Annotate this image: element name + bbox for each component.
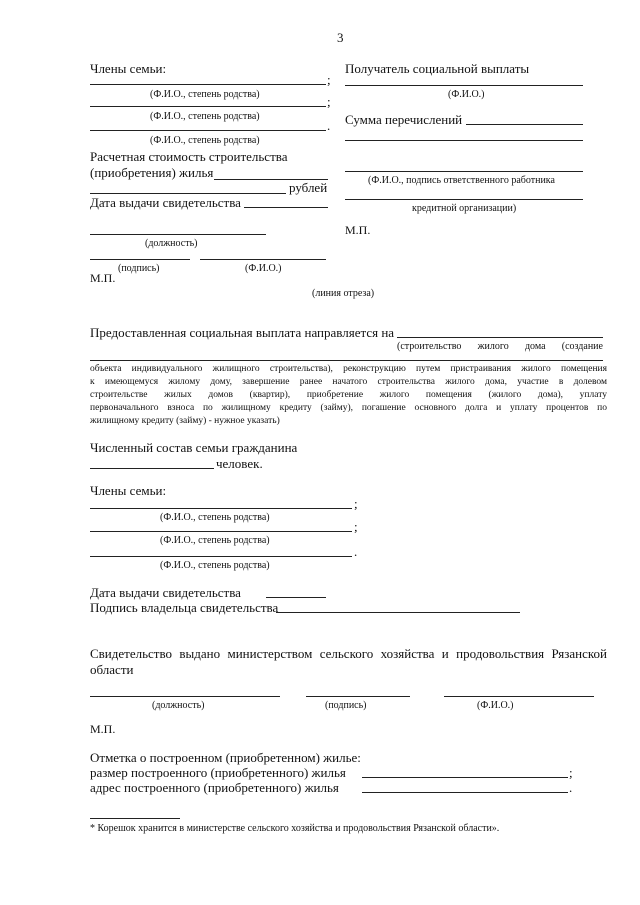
direction-note-line-4: первоначального взноса по жилищному кредиту (займу), погашение основного долга и уплату процентов по	[90, 403, 607, 413]
cost-label-line2: (приобретения) жилья	[90, 165, 214, 180]
direction-note-line-1: объекта индивидуального жилищного строительства), реконструкцию путем пристраивания жилого помещения	[90, 364, 607, 374]
bottom-member-line-1-end: ;	[354, 496, 358, 511]
transfer-sum-line-2[interactable]	[345, 140, 583, 141]
rubles-label: рублей	[289, 180, 328, 195]
member-caption-2: (Ф.И.О., степень родства)	[150, 111, 260, 122]
family-members-label: Члены семьи:	[90, 61, 167, 76]
issued-by-line2: области	[90, 662, 134, 677]
owner-signature-label: Подпись владельца свидетельства	[90, 600, 279, 615]
issued-by-word-1: Свидетельство	[90, 646, 173, 661]
officer-caption-2: кредитной организации)	[412, 203, 517, 214]
family-members-label-bottom: Члены семьи:	[90, 483, 167, 498]
member-line-2-end: ;	[327, 94, 331, 109]
issued-by-word-4: сельского	[319, 646, 374, 661]
member-line-3[interactable]	[90, 130, 326, 131]
position-caption-top: (должность)	[145, 238, 198, 249]
housing-address-end: .	[569, 780, 573, 795]
owner-signature-line[interactable]	[276, 612, 520, 613]
transfer-sum-label: Сумма перечислений	[345, 112, 463, 127]
housing-address-label: адрес построенного (приобретенного) жилья	[90, 780, 339, 795]
fio-caption-top-left: (Ф.И.О.)	[245, 263, 282, 274]
direction-note	[90, 363, 607, 428]
member-caption-1: (Ф.И.О., степень родства)	[150, 89, 260, 100]
member-line-1[interactable]	[90, 84, 326, 85]
housing-size-line[interactable]	[362, 777, 568, 778]
recipient-fio-caption: (Ф.И.О.)	[448, 89, 485, 100]
housing-address-line[interactable]	[362, 792, 568, 793]
issuer-signature-line[interactable]	[306, 696, 410, 697]
cost-label-line1: Расчетная стоимость строительства	[90, 149, 288, 164]
direction-line-2[interactable]	[90, 360, 603, 361]
issuer-position-caption: (должность)	[152, 700, 205, 711]
direction-label: Предоставленная социальная выплата направляется на	[90, 325, 395, 340]
direction-caption-word-3: дома	[524, 341, 546, 352]
cost-value-line-2[interactable]	[90, 193, 286, 194]
direction-line-1[interactable]	[397, 337, 603, 338]
direction-caption-word-2: жилого	[477, 341, 509, 352]
issued-by-word-8: Рязанской	[551, 646, 607, 661]
bottom-member-line-3[interactable]	[90, 556, 352, 557]
issuer-fio-line[interactable]	[444, 696, 594, 697]
signature-line-top[interactable]	[90, 259, 190, 260]
issued-by-word-3: министерством	[227, 646, 313, 661]
issuer-signature-caption: (подпись)	[325, 700, 367, 711]
issue-date-line-top[interactable]	[244, 207, 328, 208]
direction-note-line-2: к имеющемуся жилому дому, завершение ранее начатого строительства жилого дома, участие в долевом	[90, 377, 607, 387]
issued-by-word-5: хозяйства	[380, 646, 435, 661]
member-caption-3: (Ф.И.О., степень родства)	[150, 135, 260, 146]
issued-by-line1	[90, 646, 607, 662]
family-composition-label: Численный состав семьи гражданина	[90, 440, 298, 455]
housing-size-end: ;	[569, 765, 573, 780]
direction-note-line-5: жилищному кредиту (займу) - нужное указать)	[90, 416, 280, 426]
stamp-issuer: М.П.	[90, 722, 116, 736]
direction-caption-word-1: (строительство	[397, 341, 462, 352]
recipient-line[interactable]	[345, 85, 583, 86]
direction-caption-word-4: (создание	[561, 341, 603, 352]
family-count-line[interactable]	[90, 468, 214, 469]
persons-label: человек.	[216, 456, 263, 471]
officer-line[interactable]	[345, 171, 583, 172]
issuer-position-line[interactable]	[90, 696, 280, 697]
bottom-member-line-1[interactable]	[90, 508, 352, 509]
bottom-member-caption-3: (Ф.И.О., степень родства)	[160, 560, 270, 571]
footnote-separator	[90, 818, 180, 819]
issue-date-label-top: Дата выдачи свидетельства	[90, 195, 241, 210]
issued-by-word-6: и	[441, 646, 449, 661]
fio-line-top[interactable]	[200, 259, 326, 260]
bottom-member-line-3-end: .	[354, 544, 358, 559]
issued-by-word-2: выдано	[179, 646, 221, 661]
direction-note-line-3: строительстве жилых домов (квартир), приобретение жилого помещения (жилого дома), уплату	[90, 390, 607, 400]
page-number: 3	[337, 30, 344, 45]
officer-caption: (Ф.И.О., подпись ответственного работника	[368, 175, 555, 186]
signature-caption-top: (подпись)	[118, 263, 160, 274]
bottom-member-caption-2: (Ф.И.О., степень родства)	[160, 535, 270, 546]
bottom-member-line-2[interactable]	[90, 531, 352, 532]
housing-size-label: размер построенного (приобретенного) жилья	[90, 765, 346, 780]
officer-line-2[interactable]	[345, 199, 583, 200]
position-line-top[interactable]	[90, 234, 266, 235]
transfer-sum-line-1[interactable]	[466, 124, 583, 125]
issue-date-line[interactable]	[266, 597, 326, 598]
member-line-3-end: .	[327, 118, 331, 133]
bottom-member-caption-1: (Ф.И.О., степень родства)	[160, 512, 270, 523]
cut-line-label: (линия отреза)	[312, 288, 375, 299]
issue-date-label: Дата выдачи свидетельства	[90, 585, 241, 600]
stamp-top-right: М.П.	[345, 223, 371, 237]
member-line-1-end: ;	[327, 72, 331, 87]
issuer-fio-caption: (Ф.И.О.)	[477, 700, 514, 711]
bottom-member-line-2-end: ;	[354, 519, 358, 534]
direction-caption	[397, 341, 603, 352]
recipient-label: Получатель социальной выплаты	[345, 61, 530, 76]
housing-mark-label: Отметка о построенном (приобретенном) жилье:	[90, 750, 361, 765]
issued-by-word-7: продовольствия	[456, 646, 545, 661]
member-line-2[interactable]	[90, 106, 326, 107]
footnote-text: * Корешок хранится в министерстве сельского хозяйства и продовольствия Рязанской области».	[90, 823, 500, 834]
stamp-top-left: М.П.	[90, 271, 116, 285]
